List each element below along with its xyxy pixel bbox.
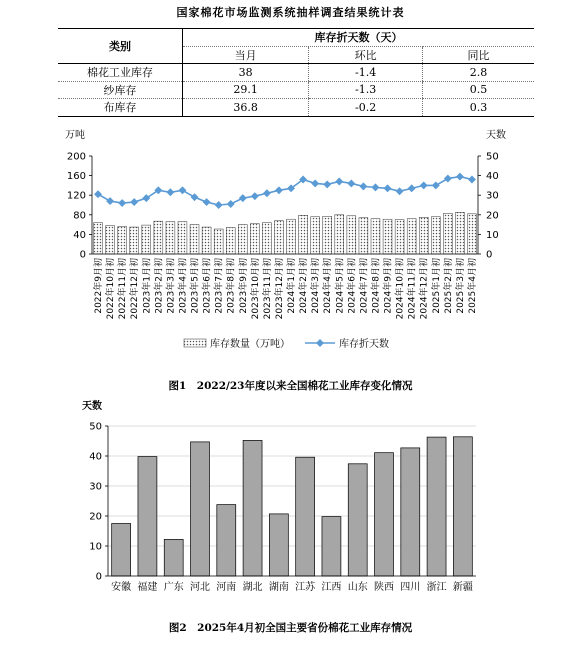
x-tick-label: 2022年11月初 xyxy=(118,258,129,320)
inventory-bar xyxy=(299,215,308,254)
x-tick-label: 河北 xyxy=(190,582,210,593)
days-line xyxy=(98,177,472,205)
province-bar xyxy=(427,437,446,576)
days-point xyxy=(432,181,440,189)
table-row xyxy=(58,81,534,99)
x-tick-label: 2024年8月初 xyxy=(371,258,382,314)
days-point xyxy=(468,176,476,184)
x-tick-label: 湖北 xyxy=(242,582,263,593)
x-tick-label: 2023年3月初 xyxy=(166,258,177,314)
right-axis-unit: 天数 xyxy=(486,130,506,141)
x-tick-label: 2024年9月初 xyxy=(383,258,394,314)
cell-yoy: 2.8 xyxy=(423,64,534,82)
days-point xyxy=(396,187,404,195)
y-tick-label: 30 xyxy=(89,481,102,493)
days-point xyxy=(384,184,392,192)
cell-mom: -0.2 xyxy=(309,99,423,117)
days-point xyxy=(347,179,355,187)
days-point xyxy=(106,197,114,205)
x-tick-label: 2024年3月初 xyxy=(311,258,322,314)
days-point xyxy=(263,189,271,197)
days-point xyxy=(94,190,102,198)
cell-yoy: 0.5 xyxy=(423,81,534,99)
inventory-bar xyxy=(142,225,151,254)
days-point xyxy=(215,201,223,209)
col-header-mom: 环比 xyxy=(309,46,423,64)
days-point xyxy=(203,198,211,206)
province-bar xyxy=(296,457,315,576)
right-tick-label: 20 xyxy=(486,210,499,222)
x-tick-label: 河南 xyxy=(216,582,237,593)
col-header-yoy: 同比 xyxy=(423,46,534,64)
days-point xyxy=(335,178,343,186)
inventory-bar xyxy=(335,215,344,254)
inventory-bar xyxy=(419,217,428,254)
x-tick-label: 2023年2月初 xyxy=(154,258,165,314)
province-bar xyxy=(401,448,420,576)
x-tick-label: 湖南 xyxy=(268,582,289,593)
figure2-caption: 图2 2025年4月初全国主要省份棉花工业库存情况 xyxy=(168,622,413,634)
y-tick-label: 10 xyxy=(89,541,102,553)
x-tick-label: 新疆 xyxy=(452,582,473,593)
x-tick-label: 2024年11月初 xyxy=(407,258,418,320)
province-bar xyxy=(138,457,157,576)
inventory-bar xyxy=(383,219,392,254)
province-bar xyxy=(453,437,472,576)
inventory-bar xyxy=(106,226,115,254)
inventory-bar xyxy=(455,212,464,254)
province-bar xyxy=(164,539,183,576)
row-label: 棉花工业库存 xyxy=(58,64,183,82)
figure1-caption: 图1 2022/23年度以来全国棉花工业库存变化情况 xyxy=(168,380,413,392)
inventory-bar xyxy=(431,217,440,254)
left-tick-label: 40 xyxy=(73,229,86,241)
inventory-bar xyxy=(323,216,332,254)
days-point xyxy=(166,188,174,196)
right-tick-label: 10 xyxy=(486,229,499,241)
province-inventory-chart xyxy=(0,396,581,616)
days-point xyxy=(420,181,428,189)
x-tick-label: 福建 xyxy=(137,582,158,593)
inventory-bar xyxy=(118,227,127,254)
days-point xyxy=(372,183,380,191)
province-bar xyxy=(243,440,262,576)
inventory-bar xyxy=(238,225,247,254)
y-axis-label: 天数 xyxy=(82,401,102,412)
x-tick-label: 2023年11月初 xyxy=(262,258,273,320)
x-tick-label: 2023年1月初 xyxy=(142,258,153,314)
table-row xyxy=(58,99,534,117)
province-bar xyxy=(348,464,367,576)
days-point xyxy=(179,186,187,194)
days-point xyxy=(323,180,331,188)
cell-mom: -1.4 xyxy=(309,64,423,82)
left-tick-label: 120 xyxy=(66,190,86,202)
inventory-bar xyxy=(347,216,356,254)
days-point xyxy=(311,179,319,187)
x-tick-label: 2025年4月初 xyxy=(467,258,478,314)
inventory-bar xyxy=(262,223,271,254)
inventory-bar xyxy=(287,219,296,254)
inventory-bar xyxy=(359,218,368,254)
days-point xyxy=(239,194,247,202)
col-header-current: 当月 xyxy=(183,46,309,64)
right-tick-label: 50 xyxy=(486,151,499,163)
province-bar xyxy=(191,442,210,576)
row-label: 布库存 xyxy=(58,99,183,117)
inventory-bar xyxy=(250,224,259,254)
inventory-bar xyxy=(395,220,404,254)
days-point xyxy=(275,186,283,194)
x-tick-label: 2023年6月初 xyxy=(202,258,213,314)
x-tick-label: 2024年1月初 xyxy=(287,258,298,314)
days-point xyxy=(130,198,138,206)
x-tick-label: 2025年2月初 xyxy=(443,258,454,314)
inventory-bar xyxy=(275,221,284,254)
x-tick-label: 2022年9月初 xyxy=(94,258,105,314)
left-tick-label: 80 xyxy=(73,210,86,222)
x-tick-label: 2023年8月初 xyxy=(226,258,237,314)
left-axis-unit: 万吨 xyxy=(65,130,85,141)
inventory-bar xyxy=(154,221,163,254)
table-title: 国家棉花市场监测系统抽样调查结果统计表 xyxy=(176,6,405,19)
cell-current: 38 xyxy=(183,64,309,82)
left-tick-label: 160 xyxy=(66,171,86,183)
x-tick-label: 2024年10月初 xyxy=(395,258,406,320)
cell-yoy: 0.3 xyxy=(423,99,534,117)
x-tick-label: 2024年12月初 xyxy=(419,258,430,320)
legend-bar-label: 库存数量（万吨） xyxy=(210,339,290,350)
inventory-trend-chart xyxy=(0,124,581,356)
row-label: 纱库存 xyxy=(58,81,183,99)
days-point xyxy=(444,175,452,183)
inventory-bar xyxy=(178,222,187,254)
x-tick-label: 2025年1月初 xyxy=(431,258,442,314)
x-tick-label: 2022年12月初 xyxy=(130,258,141,320)
days-point xyxy=(456,173,464,181)
x-tick-label: 2023年5月初 xyxy=(190,258,201,314)
inventory-bar xyxy=(190,225,199,254)
days-point xyxy=(251,192,259,200)
x-tick-label: 2022年10月初 xyxy=(106,258,117,320)
x-tick-label: 2024年7月初 xyxy=(359,258,370,314)
days-point xyxy=(408,184,416,192)
x-tick-label: 2023年9月初 xyxy=(238,258,249,314)
province-bar xyxy=(375,453,394,576)
province-bar xyxy=(322,517,341,576)
inventory-bar xyxy=(214,229,223,254)
inventory-bar xyxy=(468,214,477,254)
days-point xyxy=(227,200,235,208)
cell-mom: -1.3 xyxy=(309,81,423,99)
x-tick-label: 2025年3月初 xyxy=(455,258,466,314)
y-tick-label: 50 xyxy=(89,421,102,433)
days-point xyxy=(142,194,150,202)
x-tick-label: 2024年4月初 xyxy=(323,258,334,314)
inventory-bar xyxy=(202,227,211,254)
y-tick-label: 40 xyxy=(89,451,102,463)
legend-line-marker xyxy=(316,339,324,347)
province-bar xyxy=(112,524,131,577)
y-tick-label: 20 xyxy=(89,511,102,523)
header-category: 类别 xyxy=(58,29,183,64)
x-tick-label: 山东 xyxy=(347,582,368,593)
right-tick-label: 0 xyxy=(486,249,493,261)
y-tick-label: 0 xyxy=(95,571,102,583)
table-row xyxy=(58,64,534,82)
x-tick-label: 四川 xyxy=(400,582,421,593)
inventory-bar xyxy=(407,219,416,254)
inventory-bar xyxy=(371,219,380,254)
days-point xyxy=(154,186,162,194)
days-point xyxy=(191,193,199,201)
x-tick-label: 2023年4月初 xyxy=(178,258,189,314)
province-bar xyxy=(217,505,236,576)
inventory-bar xyxy=(226,228,235,254)
inventory-bar xyxy=(130,227,139,254)
x-tick-label: 广东 xyxy=(163,582,184,593)
days-point xyxy=(359,182,367,190)
province-bar xyxy=(269,514,288,576)
x-tick-label: 安徽 xyxy=(111,582,132,593)
x-tick-label: 江西 xyxy=(321,582,342,593)
x-tick-label: 2023年7月初 xyxy=(214,258,225,314)
stock-table xyxy=(58,28,534,117)
cell-current: 36.8 xyxy=(183,99,309,117)
x-tick-label: 2024年2月初 xyxy=(299,258,310,314)
inventory-bar xyxy=(94,223,103,254)
left-tick-label: 200 xyxy=(66,151,86,163)
x-tick-label: 江苏 xyxy=(295,582,316,593)
inventory-bar xyxy=(311,217,320,254)
legend-line-label: 库存折天数 xyxy=(339,339,389,350)
x-tick-label: 浙江 xyxy=(426,582,447,593)
cell-current: 29.1 xyxy=(183,81,309,99)
inventory-bar xyxy=(443,213,452,254)
days-point xyxy=(118,199,126,207)
x-tick-label: 2023年12月初 xyxy=(274,258,285,320)
header-group: 库存折天数（天） xyxy=(183,29,535,47)
x-tick-label: 陕西 xyxy=(374,582,394,593)
x-tick-label: 2023年10月初 xyxy=(250,258,261,320)
x-tick-label: 2024年6月初 xyxy=(347,258,358,314)
right-tick-label: 40 xyxy=(486,171,499,183)
inventory-bar xyxy=(166,222,175,254)
right-tick-label: 30 xyxy=(486,190,499,202)
legend-bar-swatch xyxy=(184,339,206,347)
left-tick-label: 0 xyxy=(79,249,86,261)
x-tick-label: 2024年5月初 xyxy=(335,258,346,314)
